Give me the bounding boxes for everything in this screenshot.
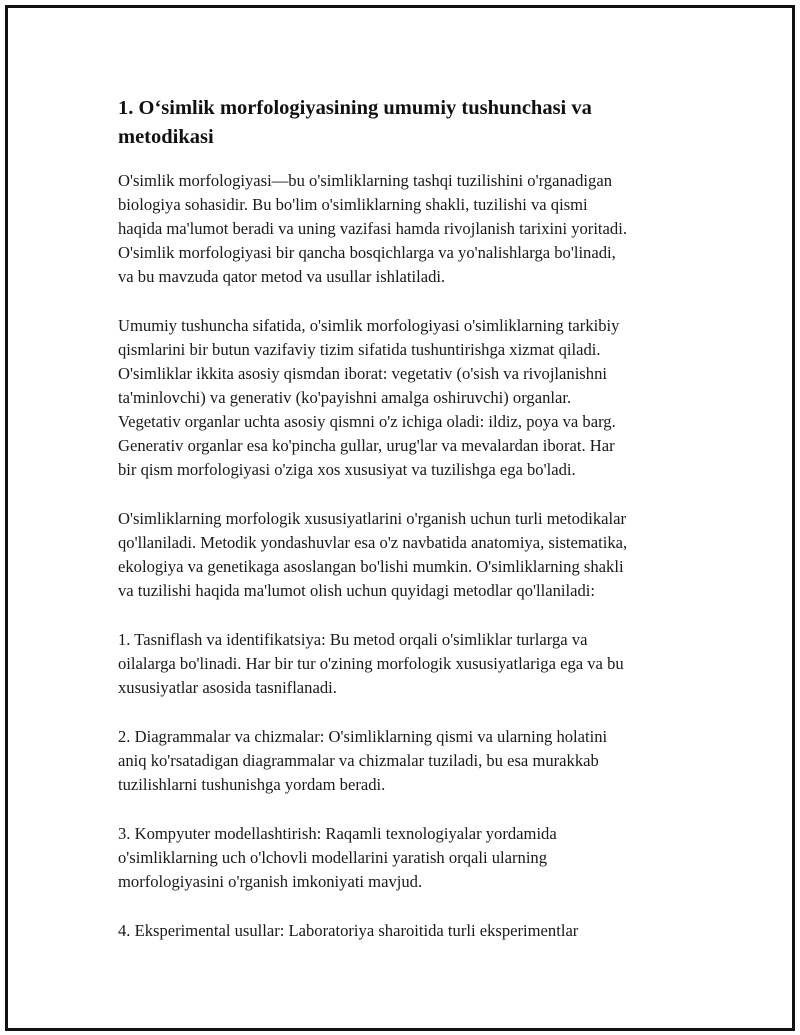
- text-line: aniq ko'rsatadigan diagrammalar va chizmalar tuziladi, bu esa murakkab: [118, 751, 599, 770]
- text-line: 1. Tasniflash va identifikatsiya: Bu metod orqali o'simliklar turlarga va: [118, 630, 588, 649]
- text-line: O'simlik morfologiyasi bir qancha bosqichlarga va yo'nalishlarga bo'linadi,: [118, 243, 616, 262]
- text-line: O'simliklar ikkita asosiy qismdan iborat: vegetativ (o'sish va rivojlanishni: [118, 364, 607, 383]
- paragraph-methods-intro: [118, 507, 698, 603]
- paragraph-definition: [118, 169, 698, 289]
- list-item-classification: [118, 628, 698, 700]
- text-line: biologiya sohasidir. Bu bo'lim o'simliklarning shakli, tuzilishi va qismi: [118, 195, 588, 214]
- text-line: 2. Diagrammalar va chizmalar: O'simliklarning qismi va ularning holatini: [118, 727, 608, 746]
- text-line: bir qism morfologiyasi o'ziga xos xususiyat va tuzilishga ega bo'ladi.: [118, 460, 576, 479]
- text-line: tuzilishlarni tushunishga yordam beradi.: [118, 775, 386, 794]
- text-line: va bu mavzuda qator metod va usullar ishlatiladi.: [118, 267, 446, 286]
- text-line: ta'minlovchi) va generativ (ko'payishni amalga oshiruvchi) organlar.: [118, 388, 572, 407]
- text-line: oilalarga bo'linadi. Har bir tur o'zining morfologik xususiyatlariga ega va bu: [118, 654, 624, 673]
- text-line: O'simliklarning morfologik xususiyatlarini o'rganish uchun turli metodikalar: [118, 509, 627, 528]
- heading-line: 1. O‘simlik morfologiyasining umumiy tushunchasi va: [118, 97, 592, 119]
- list-item-diagrams: [118, 725, 698, 797]
- list-item-experimental: [118, 919, 698, 943]
- section-heading: [118, 94, 698, 152]
- text-line: xususiyatlar asosida tasniflanadi.: [118, 678, 337, 697]
- text-line: ekologiya va genetikaga asoslangan bo'lishi mumkin. O'simliklarning shakli: [118, 557, 624, 576]
- heading-line: metodikasi: [118, 126, 214, 148]
- text-line: Generativ organlar esa ko'pincha gullar, urug'lar va mevalardan iborat. Har: [118, 436, 615, 455]
- text-line: qo'llaniladi. Metodik yondashuvlar esa o'z navbatida anatomiya, sistematika,: [118, 533, 628, 552]
- text-line: va tuzilishi haqida ma'lumot olish uchun quyidagi metodlar qo'llaniladi:: [118, 581, 595, 600]
- text-line: o'simliklarning uch o'lchovli modellarini yaratish orqali ularning: [118, 848, 548, 867]
- text-line: haqida ma'lumot beradi va uning vazifasi hamda rivojlanish tarixini yoritadi.: [118, 219, 627, 238]
- text-line: morfologiyasini o'rganish imkoniyati mavjud.: [118, 872, 423, 891]
- list-item-modeling: [118, 822, 698, 894]
- text-line: 3. Kompyuter modellashtirish: Raqamli texnologiyalar yordamida: [118, 824, 557, 843]
- document-body: [118, 94, 698, 968]
- text-line: Vegetativ organlar uchta asosiy qismni o'z ichiga oladi: ildiz, poya va barg.: [118, 412, 616, 431]
- text-line: qismlarini bir butun vazifaviy tizim sifatida tushuntirishga xizmat qiladi.: [118, 340, 601, 359]
- text-line: 4. Eksperimental usullar: Laboratoriya sharoitida turli eksperimentlar: [118, 921, 579, 940]
- text-line: Umumiy tushuncha sifatida, o'simlik morfologiyasi o'simliklarning tarkibiy: [118, 316, 620, 335]
- paragraph-general-concept: [118, 314, 698, 482]
- text-line: O'simlik morfologiyasi—bu o'simliklarning tashqi tuzilishini o'rganadigan: [118, 171, 612, 190]
